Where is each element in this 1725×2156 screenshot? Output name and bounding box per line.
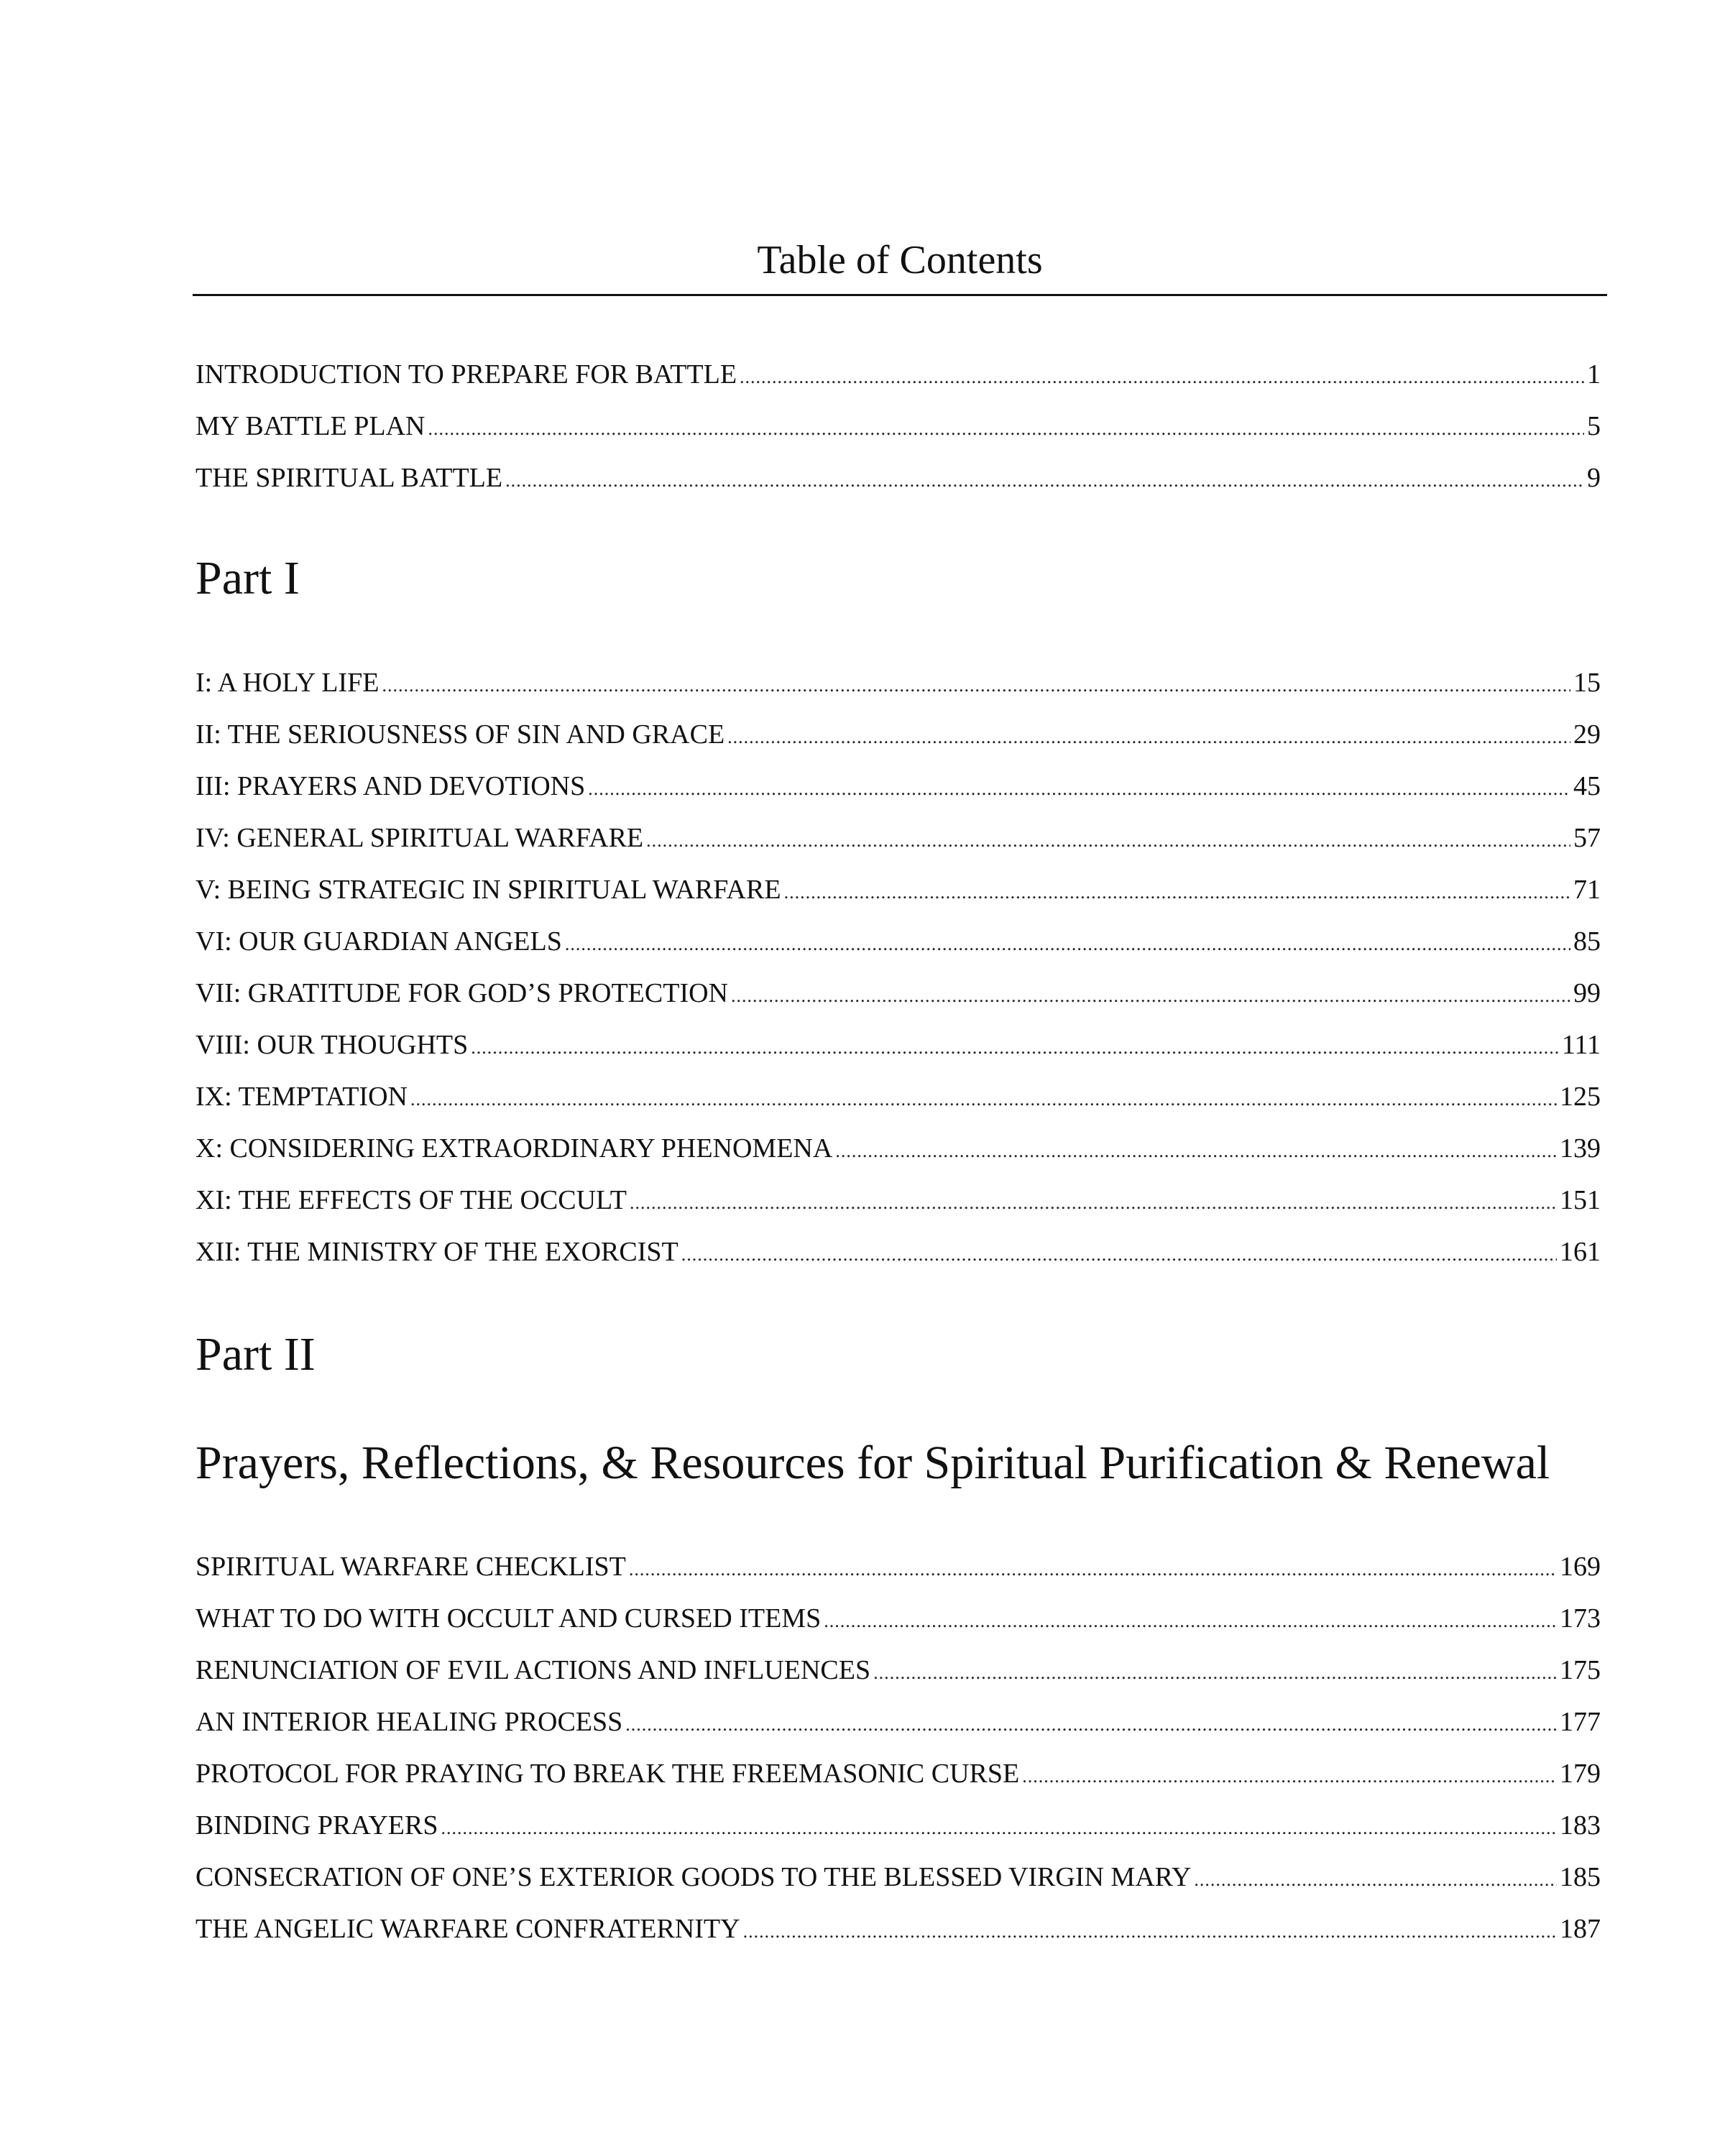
dot-leader bbox=[471, 1022, 1559, 1074]
toc-entry[interactable] bbox=[196, 1174, 1601, 1226]
entry-page-number: 177 bbox=[1560, 1707, 1601, 1737]
dot-leader bbox=[382, 660, 1571, 711]
entry-page-number: 187 bbox=[1560, 1914, 1601, 1944]
dot-leader bbox=[681, 1229, 1557, 1281]
entry-page-number: 57 bbox=[1573, 823, 1601, 853]
entry-label: VI: OUR GUARDIAN ANGELS bbox=[196, 926, 562, 957]
toc-page bbox=[193, 0, 1607, 2156]
entry-page-number: 175 bbox=[1560, 1655, 1601, 1685]
entry-label: III: PRAYERS AND DEVOTIONS bbox=[196, 771, 586, 801]
entry-page-number: 71 bbox=[1573, 875, 1601, 905]
entry-label: XII: THE MINISTRY OF THE EXORCIST bbox=[196, 1237, 678, 1267]
toc-entry[interactable] bbox=[196, 709, 1601, 760]
toc-entry[interactable] bbox=[196, 400, 1601, 452]
entry-page-number: 111 bbox=[1561, 1030, 1601, 1060]
entry-label: BINDING PRAYERS bbox=[196, 1810, 438, 1841]
part-2-heading: Part II bbox=[196, 1328, 316, 1381]
toc-entry[interactable] bbox=[196, 1748, 1601, 1800]
dot-leader bbox=[740, 351, 1584, 403]
entry-page-number: 9 bbox=[1587, 463, 1601, 493]
dot-leader bbox=[505, 455, 1584, 507]
entry-label: II: THE SERIOUSNESS OF SIN AND GRACE bbox=[196, 719, 725, 750]
entry-page-number: 85 bbox=[1573, 926, 1601, 957]
part-1-heading: Part I bbox=[196, 552, 300, 604]
toc-entry[interactable] bbox=[196, 1903, 1601, 1955]
entry-label: I: A HOLY LIFE bbox=[196, 668, 380, 698]
dot-leader bbox=[824, 1595, 1557, 1647]
dot-leader bbox=[731, 970, 1570, 1022]
toc-entry[interactable] bbox=[196, 1226, 1601, 1278]
entry-label: PROTOCOL FOR PRAYING TO BREAK THE FREEMASONIC CURSE bbox=[196, 1759, 1020, 1789]
dot-leader bbox=[428, 403, 1584, 455]
toc-entry[interactable] bbox=[196, 1019, 1601, 1071]
entry-page-number: 183 bbox=[1560, 1810, 1601, 1841]
dot-leader bbox=[1022, 1751, 1557, 1802]
entry-label: THE ANGELIC WARFARE CONFRATERNITY bbox=[196, 1914, 740, 1944]
dot-leader bbox=[441, 1802, 1558, 1854]
toc-entry[interactable] bbox=[196, 1851, 1601, 1903]
dot-leader bbox=[625, 1699, 1557, 1751]
entry-label: IX: TEMPTATION bbox=[196, 1082, 408, 1112]
toc-entry[interactable] bbox=[196, 452, 1601, 504]
entry-page-number: 173 bbox=[1560, 1603, 1601, 1634]
dot-leader bbox=[588, 763, 1570, 815]
page-title: Table of Contents bbox=[757, 238, 1043, 282]
entry-page-number: 139 bbox=[1560, 1133, 1601, 1164]
dot-leader bbox=[629, 1544, 1557, 1595]
toc-entry[interactable] bbox=[196, 1696, 1601, 1748]
entry-page-number: 29 bbox=[1573, 719, 1601, 750]
entry-page-number: 169 bbox=[1560, 1552, 1601, 1582]
entry-label: IV: GENERAL SPIRITUAL WARFARE bbox=[196, 823, 644, 853]
entry-page-number: 179 bbox=[1560, 1759, 1601, 1789]
entry-label: MY BATTLE PLAN bbox=[196, 411, 426, 441]
entry-label: XI: THE EFFECTS OF THE OCCULT bbox=[196, 1185, 627, 1215]
dot-leader bbox=[784, 867, 1570, 918]
toc-entry[interactable] bbox=[196, 1800, 1601, 1851]
entry-label: V: BEING STRATEGIC IN SPIRITUAL WARFARE bbox=[196, 875, 781, 905]
entry-page-number: 185 bbox=[1560, 1862, 1601, 1892]
entry-page-number: 99 bbox=[1573, 978, 1601, 1008]
entry-page-number: 45 bbox=[1573, 771, 1601, 801]
toc-entry[interactable] bbox=[196, 1071, 1601, 1123]
dot-leader bbox=[410, 1074, 1557, 1125]
entry-label: THE SPIRITUAL BATTLE bbox=[196, 463, 503, 493]
intro-entries bbox=[196, 349, 1601, 504]
entry-label: VIII: OUR THOUGHTS bbox=[196, 1030, 469, 1060]
dot-leader bbox=[565, 918, 1570, 970]
entry-label: SPIRITUAL WARFARE CHECKLIST bbox=[196, 1552, 626, 1582]
toc-entry[interactable] bbox=[196, 967, 1601, 1019]
title-underline bbox=[193, 294, 1607, 296]
dot-leader bbox=[873, 1647, 1557, 1699]
entry-page-number: 5 bbox=[1587, 411, 1601, 441]
entry-page-number: 161 bbox=[1560, 1237, 1601, 1267]
entry-label: INTRODUCTION TO PREPARE FOR BATTLE bbox=[196, 359, 737, 390]
entry-label: WHAT TO DO WITH OCCULT AND CURSED ITEMS bbox=[196, 1603, 822, 1634]
toc-entry[interactable] bbox=[196, 1593, 1601, 1644]
dot-leader bbox=[727, 711, 1570, 763]
entry-label: RENUNCIATION OF EVIL ACTIONS AND INFLUENCES bbox=[196, 1655, 871, 1685]
part-2-entries bbox=[196, 1541, 1601, 1955]
toc-entry[interactable] bbox=[196, 349, 1601, 400]
dot-leader bbox=[1194, 1854, 1557, 1906]
dot-leader bbox=[743, 1906, 1557, 1958]
toc-entry[interactable] bbox=[196, 760, 1601, 812]
entry-page-number: 125 bbox=[1560, 1082, 1601, 1112]
entry-label: AN INTERIOR HEALING PROCESS bbox=[196, 1707, 623, 1737]
dot-leader bbox=[630, 1177, 1557, 1229]
toc-entry[interactable] bbox=[196, 657, 1601, 709]
entry-page-number: 15 bbox=[1573, 668, 1601, 698]
entry-label: CONSECRATION OF ONE’S EXTERIOR GOODS TO THE BLESSED VIRGIN MARY bbox=[196, 1862, 1192, 1892]
part-1-entries bbox=[196, 657, 1601, 1278]
toc-entry[interactable] bbox=[196, 864, 1601, 916]
toc-entry[interactable] bbox=[196, 1644, 1601, 1696]
entry-label: VII: GRATITUDE FOR GOD’S PROTECTION bbox=[196, 978, 728, 1008]
entry-page-number: 151 bbox=[1560, 1185, 1601, 1215]
toc-entry[interactable] bbox=[196, 1541, 1601, 1593]
dot-leader bbox=[646, 815, 1570, 867]
toc-entry[interactable] bbox=[196, 812, 1601, 864]
part-2-subtitle: Prayers, Reflections, & Resources for Spiritual Purification & Renewal bbox=[196, 1437, 1550, 1489]
entry-page-number: 1 bbox=[1587, 359, 1601, 390]
toc-entry[interactable] bbox=[196, 916, 1601, 967]
dot-leader bbox=[835, 1125, 1557, 1177]
entry-label: X: CONSIDERING EXTRAORDINARY PHENOMENA bbox=[196, 1133, 833, 1164]
toc-entry[interactable] bbox=[196, 1123, 1601, 1174]
